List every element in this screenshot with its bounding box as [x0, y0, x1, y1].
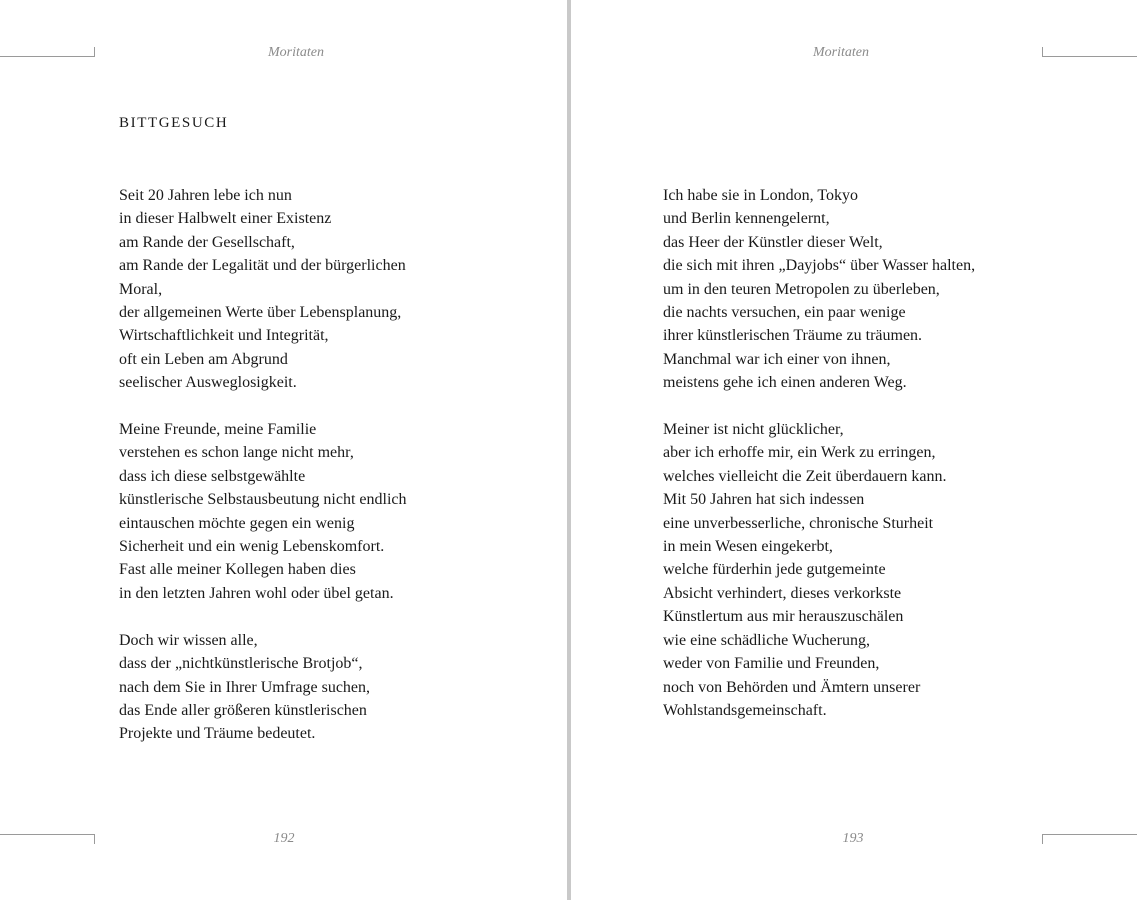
running-head-left: Moritaten [268, 45, 324, 60]
page-number-left: 192 [273, 831, 295, 846]
poem-line: Manchmal war ich einer von ihnen, [663, 350, 891, 368]
poem-line: wie eine schädliche Wucherung, [663, 631, 870, 649]
poem-line: am Rande der Legalität und der bürgerlichen [119, 257, 406, 275]
poem-line: welches vielleicht die Zeit überdauern kann. [663, 467, 947, 485]
poem-line: dass ich diese selbstgewählte [119, 467, 306, 485]
page-number-right: 193 [842, 831, 864, 846]
poem-line: Moral, [119, 280, 163, 298]
poem-line: Mit 50 Jahren hat sich indessen [663, 491, 865, 509]
poem-line: weder von Familie und Freunden, [663, 655, 880, 673]
poem-line: meistens gehe ich einen anderen Weg. [663, 374, 907, 392]
poem-line: künstlerische Selbstausbeutung nicht endlich [119, 491, 407, 509]
poem-title: BITTGESUCH [119, 115, 229, 131]
crop-mark-top-left [0, 47, 95, 57]
poem-line: oft ein Leben am Abgrund [119, 350, 288, 368]
poem-line: in mein Wesen eingekerbt, [663, 538, 833, 556]
poem-line: Sicherheit und ein wenig Lebenskomfort. [119, 538, 385, 556]
stanza [663, 418, 1083, 722]
poem-line: dass der „nichtkünstlerische Brotjob“, [119, 655, 363, 673]
poem-line: die nachts versuchen, ein paar wenige [663, 304, 906, 322]
poem-line: das Heer der Künstler dieser Welt, [663, 233, 883, 251]
poem-line: der allgemeinen Werte über Lebensplanung, [119, 304, 402, 322]
poem-line: eintauschen möchte gegen ein wenig [119, 514, 355, 532]
poem-line: welche fürderhin jede gutgemeinte [663, 561, 886, 579]
crop-mark-bottom-left [0, 834, 95, 844]
poem-line: noch von Behörden und Ämtern unserer [663, 678, 921, 696]
stanza [119, 184, 539, 395]
poem-line: das Ende aller größeren künstlerischen [119, 701, 367, 719]
poem-line: in dieser Halbwelt einer Existenz [119, 210, 332, 228]
stanza [663, 184, 1083, 395]
poem-line: Fast alle meiner Kollegen haben dies [119, 561, 356, 579]
running-head-right: Moritaten [813, 45, 869, 60]
poem-line: Ich habe sie in London, Tokyo [663, 187, 858, 204]
poem-line: am Rande der Gesellschaft, [119, 233, 295, 251]
poem-line: Absicht verhindert, dieses verkorkste [663, 584, 902, 602]
poem-line: verstehen es schon lange nicht mehr, [119, 444, 354, 462]
poem-line: die sich mit ihren „Dayjobs“ über Wasser halten, [663, 257, 976, 275]
poem-line: Künstlertum aus mir herauszuschälen [663, 608, 904, 626]
crop-mark-bottom-right [1042, 834, 1137, 844]
poem-line: in den letzten Jahren wohl oder übel getan. [119, 584, 394, 602]
poem-line: Meiner ist nicht glücklicher, [663, 421, 844, 439]
poem-line: Wirtschaftlichkeit und Integrität, [119, 327, 329, 345]
poem-line: seelischer Ausweglosigkeit. [119, 374, 297, 392]
left-page-text [119, 184, 539, 769]
poem-line: um in den teuren Metropolen zu überleben, [663, 280, 940, 298]
poem-line: und Berlin kennengelernt, [663, 210, 830, 228]
poem-line: Seit 20 Jahren lebe ich nun [119, 187, 292, 204]
poem-line: Doch wir wissen alle, [119, 631, 258, 649]
stanza [119, 629, 539, 746]
crop-mark-top-right [1042, 47, 1137, 57]
stanza [119, 418, 539, 605]
poem-line: aber ich erhoffe mir, ein Werk zu erringen, [663, 444, 936, 462]
right-page-text [663, 184, 1083, 746]
poem-line: Wohlstandsgemeinschaft. [663, 701, 827, 719]
poem-line: eine unverbesserliche, chronische Sturheit [663, 514, 934, 532]
poem-line: Meine Freunde, meine Familie [119, 421, 317, 439]
poem-line: Projekte und Träume bedeutet. [119, 725, 316, 743]
poem-line: ihrer künstlerischen Träume zu träumen. [663, 327, 923, 345]
poem-line: nach dem Sie in Ihrer Umfrage suchen, [119, 678, 371, 696]
book-gutter [567, 0, 571, 900]
